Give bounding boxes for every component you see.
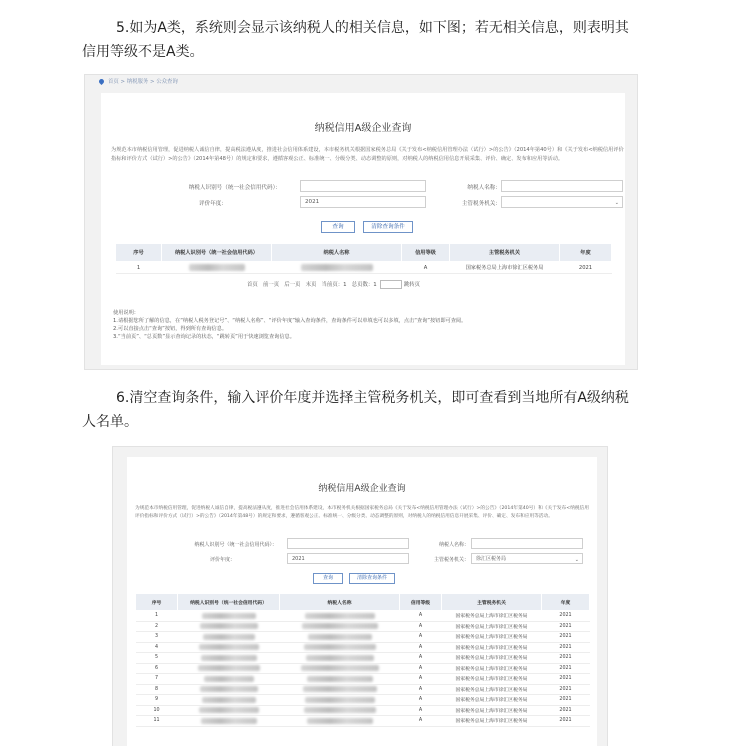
column-header: 年度 (560, 244, 612, 262)
tax-authority: 国家税务总局上海市徐汇区税务局 (442, 674, 542, 685)
taxpayer-id-redacted (178, 695, 280, 706)
result-table (135, 593, 590, 727)
tax-authority: 国家税务总局上海市徐汇区税务局 (442, 663, 542, 674)
credit-grade: A (400, 705, 442, 716)
table-row (136, 716, 590, 727)
year: 2021 (542, 663, 590, 674)
table-row (136, 705, 590, 716)
taxpayer-name-redacted (280, 621, 400, 632)
taxpayer-id-redacted (178, 621, 280, 632)
pagination (247, 280, 420, 289)
usage-note: 3.“当前页”、“总页数”显示查询记录的状态，“跳转页”用于快速浏览查询信息。 (113, 334, 295, 340)
taxpayer-id-redacted (178, 663, 280, 674)
authority-label: 主管税务机关： (461, 201, 501, 207)
usage-note: 1.请根据您所了解的信息，在“纳税人税务登记号”、“纳税人名称”、“评价年度”输入查询条件，查询条件可以单填也可以多填，点击“查询”按钮即可查阅。 (113, 318, 467, 324)
column-header: 主管税务机关 (442, 594, 542, 611)
table-row (136, 653, 590, 664)
row-index: 3 (136, 632, 178, 643)
taxpayer-id-redacted (178, 705, 280, 716)
row-index: 7 (136, 674, 178, 685)
column-header: 纳税人名称 (280, 594, 400, 611)
next-page-link[interactable]: 后一页 (284, 282, 301, 288)
tax-authority: 国家税务总局上海市徐汇区税务局 (442, 716, 542, 727)
year-input[interactable]: 2021 (300, 196, 426, 208)
row-index: 6 (136, 663, 178, 674)
prev-page-link[interactable]: 前一页 (262, 282, 280, 288)
tax-authority: 国家税务总局上海市徐汇区税务局 (442, 611, 542, 622)
year-label: 评价年度： (199, 201, 227, 207)
authority-select[interactable]: 徐汇区税务局 ⌄ (471, 553, 583, 564)
credit-grade: A (400, 684, 442, 695)
year: 2021 (542, 705, 590, 716)
column-header: 序号 (116, 244, 162, 262)
column-header: 纳税人识别号（统一社会信用代码） (162, 244, 272, 262)
credit-grade: A (400, 674, 442, 685)
taxpayer-name-redacted (280, 695, 400, 706)
usage-note: 2.可以直接点击“查询”按钮，得到所有查询信息。 (113, 326, 228, 332)
year: 2021 (542, 621, 590, 632)
row-index: 9 (136, 695, 178, 706)
screenshot-single-result (84, 74, 638, 370)
credit-grade: A (400, 642, 442, 653)
column-header: 年度 (542, 594, 590, 611)
table-row (136, 663, 590, 674)
result-table (115, 243, 612, 274)
column-header: 纳税人识别号（统一社会信用代码） (178, 594, 280, 611)
credit-grade: A (400, 663, 442, 674)
year: 2021 (542, 632, 590, 643)
taxpayer-name-redacted (272, 262, 402, 274)
taxpayer-name-redacted (280, 663, 400, 674)
breadcrumb: 首页 > 纳税服务 > 公众查询 (99, 77, 178, 85)
taxpayer-id-redacted (178, 674, 280, 685)
tax-authority: 国家税务总局上海市徐汇区税务局 (442, 653, 542, 664)
clear-conditions-button[interactable]: 清除查询条件 (363, 221, 413, 233)
taxpayer-id-redacted (178, 684, 280, 695)
taxpayer-id-redacted (178, 653, 280, 664)
chevron-down-icon: ⌄ (574, 557, 579, 563)
credit-grade: A (400, 653, 442, 664)
table-row (136, 621, 590, 632)
taxpayer-id-label: 纳税人识别号（统一社会信用代码）： (194, 542, 277, 548)
credit-grade: A (400, 632, 442, 643)
current-page-value: 1 (343, 282, 347, 288)
tax-authority: 国家税务总局上海市徐汇区税务局 (442, 705, 542, 716)
current-page-label: 当前页： (321, 282, 344, 288)
step5-paragraph: 5.如为A类，系统则会显示该纳税人的相关信息，如下图；若无相关信息，则表明其信用等级不是A类。 (82, 20, 629, 60)
year: 2021 (542, 653, 590, 664)
row-index: 1 (116, 262, 162, 274)
step6-paragraph: 6.清空查询条件，输入评价年度并选择主管税务机关，即可查看到当地所有A级纳税人名单。 (82, 390, 629, 430)
column-header: 信用等级 (402, 244, 450, 262)
taxpayer-id-redacted (178, 632, 280, 643)
tax-authority: 国家税务总局上海市徐汇区税务局 (450, 262, 560, 274)
year: 2021 (542, 642, 590, 653)
taxpayer-name-redacted (280, 611, 400, 622)
column-header: 纳税人名称 (272, 244, 402, 262)
row-index: 4 (136, 642, 178, 653)
total-pages-label: 总页数： (351, 282, 374, 288)
table-row (136, 695, 590, 706)
tax-authority: 国家税务总局上海市徐汇区税务局 (442, 632, 542, 643)
taxpayer-name-label: 纳税人名称： (438, 542, 469, 548)
tax-authority: 国家税务总局上海市徐汇区税务局 (442, 684, 542, 695)
year-label: 评价年度： (209, 557, 235, 563)
row-index: 5 (136, 653, 178, 664)
taxpayer-id-redacted (178, 642, 280, 653)
usage-notes-title: 使用说明： (113, 310, 139, 316)
credit-grade: A (402, 262, 450, 274)
location-pin-icon (98, 78, 105, 85)
jump-page-input[interactable] (380, 280, 402, 289)
jump-page-button[interactable]: 跳转页 (403, 282, 421, 288)
taxpayer-name-input[interactable] (501, 180, 623, 192)
taxpayer-name-label: 纳税人名称： (467, 185, 501, 191)
page-title: 纳税信用A级企业查询 (318, 484, 406, 494)
taxpayer-name-redacted (280, 716, 400, 727)
taxpayer-name-redacted (280, 653, 400, 664)
year-input[interactable]: 2021 (287, 553, 409, 564)
row-index: 8 (136, 684, 178, 695)
intro-text: 为规范本市纳税信用管理，促进纳税人诚信自律，提高税法遵从度，推进社会信用体系建设，本市税务机关根据国家税务总局《关于发布<纳税信用管理办法（试行）>的公告》（2014年第40号）和《关于发布<纳税信用评价指标和评价方式（试行）>的公告》（2014年第48号）的规定和要求，遵循客观公正、标准统一、分级分类、动态调整的原则，对纳税人的纳税信用信息开展采集、评价、确定、发布和应用等活动。 (135, 506, 589, 519)
column-header: 主管税务机关 (450, 244, 560, 262)
year: 2021 (542, 695, 590, 706)
query-button[interactable]: 查询 (321, 221, 355, 233)
last-page-link[interactable]: 末页 (305, 282, 317, 288)
column-header: 序号 (136, 594, 178, 611)
credit-grade: A (400, 611, 442, 622)
taxpayer-name-redacted (280, 674, 400, 685)
tax-authority: 国家税务总局上海市徐汇区税务局 (442, 695, 542, 706)
table-row (136, 611, 590, 622)
year: 2021 (542, 611, 590, 622)
credit-grade: A (400, 621, 442, 632)
taxpayer-name-redacted (280, 684, 400, 695)
intro-text: 为规范本市纳税信用管理，促进纳税人诚信自律，提高税法遵从度，推进社会信用体系建设，本市税务机关根据国家税务总局《关于发布<纳税信用管理办法（试行）>的公告》（2014年第40号）和《关于发布<纳税信用评价指标和评价方式（试行）>的公告》（2014年第48号）的规定和要求，遵循客观公正、标准统一、分级分类、动态调整的原则，对纳税人的纳税信用信息开展采集、评价、确定、发布和应用等活动。 (111, 147, 624, 162)
row-index: 10 (136, 705, 178, 716)
taxpayer-name-redacted (280, 632, 400, 643)
row-index: 2 (136, 621, 178, 632)
screenshot-all-results (112, 446, 608, 746)
taxpayer-id-redacted (178, 716, 280, 727)
authority-label: 主管税务机关： (433, 557, 469, 563)
query-button[interactable]: 查询 (313, 573, 343, 584)
year: 2021 (542, 684, 590, 695)
column-header: 信用等级 (400, 594, 442, 611)
table-row (136, 632, 590, 643)
chevron-down-icon: ⌄ (614, 200, 619, 206)
usage-notes (113, 309, 619, 341)
tax-authority: 国家税务总局上海市徐汇区税务局 (442, 621, 542, 632)
table-row (136, 684, 590, 695)
credit-grade: A (400, 716, 442, 727)
tax-authority: 国家税务总局上海市徐汇区税务局 (442, 642, 542, 653)
taxpayer-id-redacted (178, 611, 280, 622)
taxpayer-name-input[interactable] (471, 538, 583, 549)
first-page-link[interactable]: 首页 (247, 282, 258, 288)
query-panel (127, 457, 597, 746)
taxpayer-name-redacted (280, 642, 400, 653)
taxpayer-name-redacted (280, 705, 400, 716)
total-pages-value: 1 (373, 282, 377, 288)
table-row (136, 642, 590, 653)
table-row (136, 674, 590, 685)
page-title: 纳税信用A级企业查询 (314, 123, 412, 134)
clear-conditions-button[interactable]: 清除查询条件 (349, 573, 395, 584)
year: 2021 (542, 716, 590, 727)
authority-select[interactable] (501, 196, 623, 208)
taxpayer-id-redacted (162, 262, 272, 274)
credit-grade: A (400, 695, 442, 706)
table-row (116, 262, 612, 274)
row-index: 11 (136, 716, 178, 727)
table-header-row (136, 594, 590, 611)
taxpayer-id-label: 纳税人识别号（统一社会信用代码）： (188, 185, 281, 191)
year: 2021 (560, 262, 612, 274)
query-panel (101, 93, 625, 365)
row-index: 1 (136, 611, 178, 622)
year: 2021 (542, 674, 590, 685)
table-header-row (116, 244, 612, 262)
